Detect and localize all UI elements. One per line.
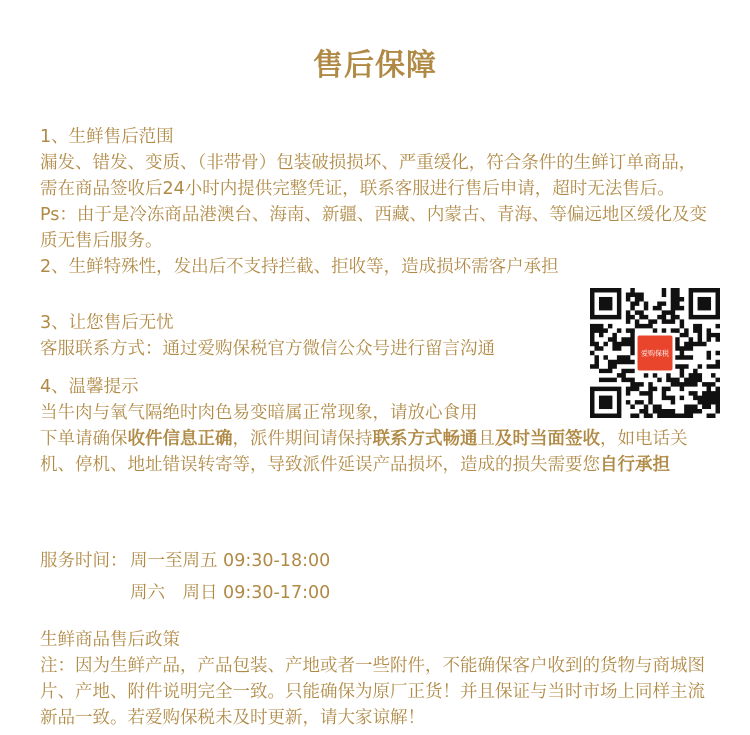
section1-heading: 1、生鲜售后范围	[40, 127, 174, 147]
section2-line: 2、生鲜特殊性，发出后不支持拦截、拒收等，造成损坏需客户承担	[40, 257, 559, 277]
section3-heading: 3、让您售后无忧	[40, 313, 174, 333]
section4-line-3	[40, 452, 730, 478]
tip-text-1: 下单请确保	[40, 429, 128, 449]
brand-logo-text: 爱购保税	[641, 349, 669, 358]
section-after-sales-scope	[40, 124, 730, 280]
qr-finder-top-left	[590, 288, 621, 319]
tip-text-5: 机、停机、地址错误转寄等，导致派件延误产品损坏，造成的损失需要您	[40, 455, 600, 475]
section4-heading: 4、温馨提示	[40, 377, 139, 397]
section1-line-2: 需在商品签收后24小时内提供完整凭证，联系客服进行售后申请，超时无法售后。	[40, 179, 675, 199]
section1-line-3: Ps：由于是冷冻商品港澳台、海南、新疆、西藏、内蒙古、青海、等偏远地区缓化及变	[40, 205, 707, 225]
section1-line-1: 漏发、错发、变质、（非带骨）包装破损损坏、严重缓化，符合条件的生鲜订单商品，	[40, 153, 697, 173]
qr-finder-top-right	[689, 288, 720, 319]
service-hours	[40, 545, 730, 609]
section4-line-1: 当牛肉与氧气隔绝时肉色易变暗属正常现象，请放心食用	[40, 403, 478, 423]
tip-bold-contact: 联系方式畅通	[372, 429, 478, 449]
section4-line-2	[40, 426, 730, 452]
qr-finder-bottom-left	[590, 387, 621, 418]
policy-heading: 生鲜商品售后政策	[40, 630, 180, 650]
service-hours-label: 服务时间：	[40, 551, 128, 571]
policy-line-2: 片、产地、附件说明完全一致。只能确保为原厂正货！并且保证与当时市场上同样主流	[40, 682, 705, 702]
qr-code-icon	[590, 288, 720, 418]
wechat-qr-code	[590, 288, 720, 418]
tip-bold-sign: 及时当面签收	[495, 429, 600, 449]
policy-line-3: 新品一致。若爱购保税未及时更新，请大家谅解！	[40, 708, 425, 728]
section3-line: 客服联系方式：通过爱购保税官方微信公众号进行留言沟通	[40, 339, 495, 359]
tip-bold-receiver-info: 收件信息正确	[127, 429, 233, 449]
tip-text-3: 且	[477, 429, 495, 449]
tip-text-4: ，如电话关	[600, 429, 688, 449]
service-hours-weekend: 周六 周日 09:30-17:00	[130, 583, 331, 603]
section1-line-4: 质无售后服务。	[40, 231, 163, 251]
page-title: 售后保障	[313, 48, 437, 83]
tip-bold-self-bear: 自行承担	[600, 455, 670, 475]
tip-text-2: ，派件期间请保持	[232, 429, 373, 449]
policy-section	[40, 627, 730, 731]
policy-line-1: 注：因为生鲜产品，产品包装、产地或者一些附件，不能确保客户收到的货物与商城图	[40, 656, 705, 676]
service-hours-weekday: 周一至周五 09:30-18:00	[130, 551, 331, 571]
